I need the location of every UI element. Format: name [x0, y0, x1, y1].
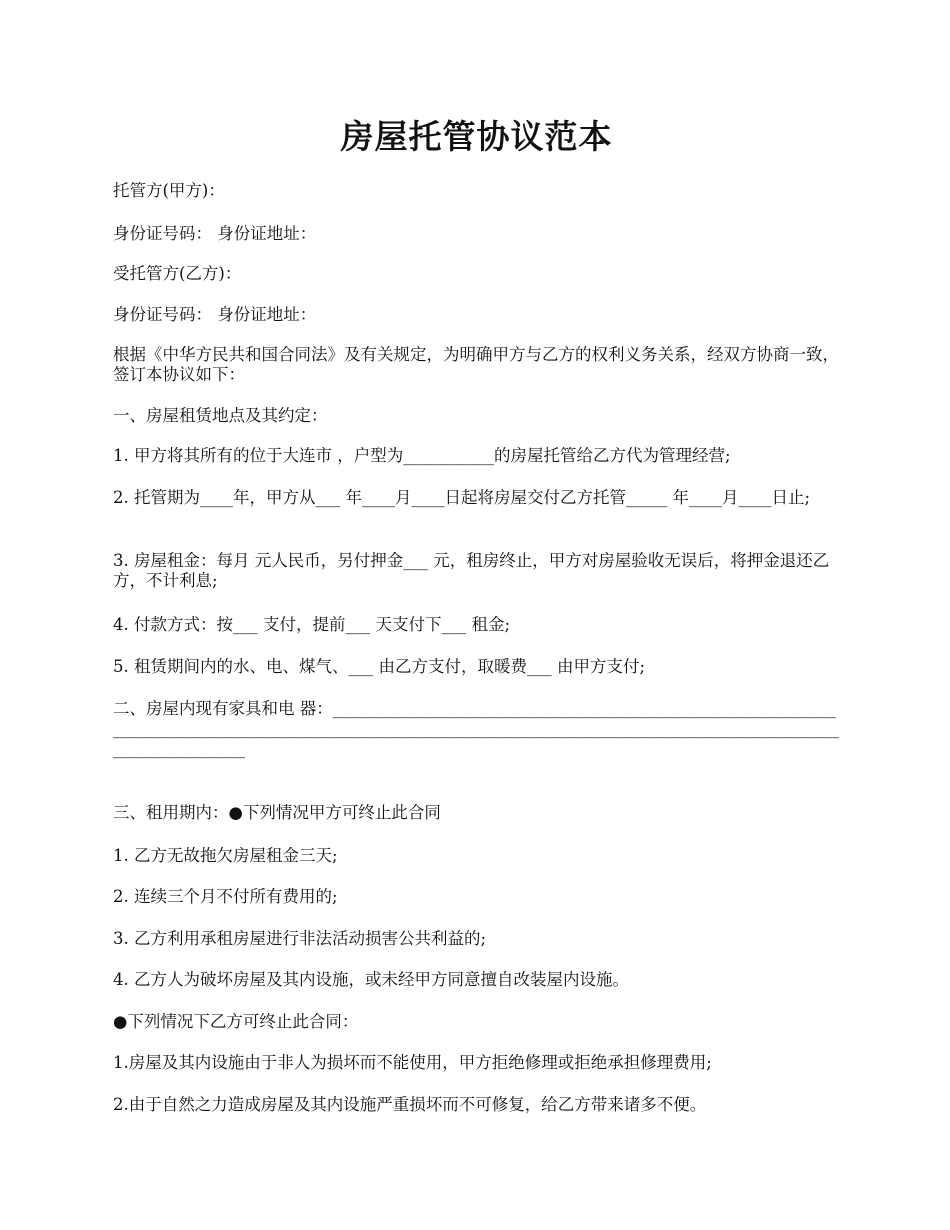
clause-3-1: 1. 乙方无故拖欠房屋租金三天; [113, 846, 338, 865]
clause-1-4: 4. 付款方式：按___ 支付，提前___ 天支付下___ 租金; [113, 615, 511, 634]
paragraph-party-b-id: 身份证号码： 身份证地址： [113, 305, 317, 324]
clause-3-b-heading: ●下列情况下乙方可终止此合同： [113, 1012, 359, 1031]
paragraph-party-a: 托管方(甲方)： [113, 181, 225, 200]
clause-3-4: 4. 乙方人为破坏房屋及其内设施，或未经甲方同意擅自改装屋内设施。 [113, 970, 629, 989]
clause-1-2: 2. 托管期为____年，甲方从___ 年____月____日起将房屋交付乙方托管_____ 年____月____日止; [113, 488, 811, 507]
paragraph-party-b: 受托管方(乙方)： [113, 264, 242, 283]
section-heading-1: 一、房屋租赁地点及其约定： [113, 406, 328, 425]
clause-3-b-2: 2.由于自然之力造成房屋及其内设施严重损坏而不可修复，给乙方带来诸多不便。 [113, 1095, 707, 1114]
paragraph-party-a-id: 身份证号码： 身份证地址： [113, 224, 317, 243]
document-title: 房屋托管协议范本 [340, 117, 613, 156]
clause-3-3: 3. 乙方利用承租房屋进行非法活动损害公共利益的; [113, 929, 487, 948]
clause-1-1: 1. 甲方将其所有的位于大连市 ，户型为___________的房屋托管给乙方代为管理经营; [113, 446, 731, 465]
clause-3-2: 2. 连续三个月不付所有费用的; [113, 887, 338, 906]
clause-1-3: 3. 房屋租金：每月 元人民币，另付押金___ 元，租房终止，甲方对房屋验收无误后，将押金退还乙方，不计利息; [113, 551, 830, 590]
clause-3-b-1: 1.房屋及其内设施由于非人为损坏而不能使用，甲方拒绝修理或拒绝承担修理费用; [113, 1053, 712, 1072]
paragraph-preamble: 根据《中华方民共和国合同法》及有关规定，为明确甲方与乙方的权利义务关系，经双方协商一致，签订本协议如下： [113, 345, 839, 384]
section-heading-3: 三、租用期内：●下列情况甲方可终止此合同 [113, 803, 441, 822]
clause-1-5: 5. 租赁期间内的水、电、煤气、___ 由乙方支付，取暖费___ 由甲方支付; [113, 657, 646, 676]
section-heading-2: 二、房屋内现有家具和电 器：_____________________________________________________________________________________________________________________________________________________________________ [113, 699, 839, 758]
